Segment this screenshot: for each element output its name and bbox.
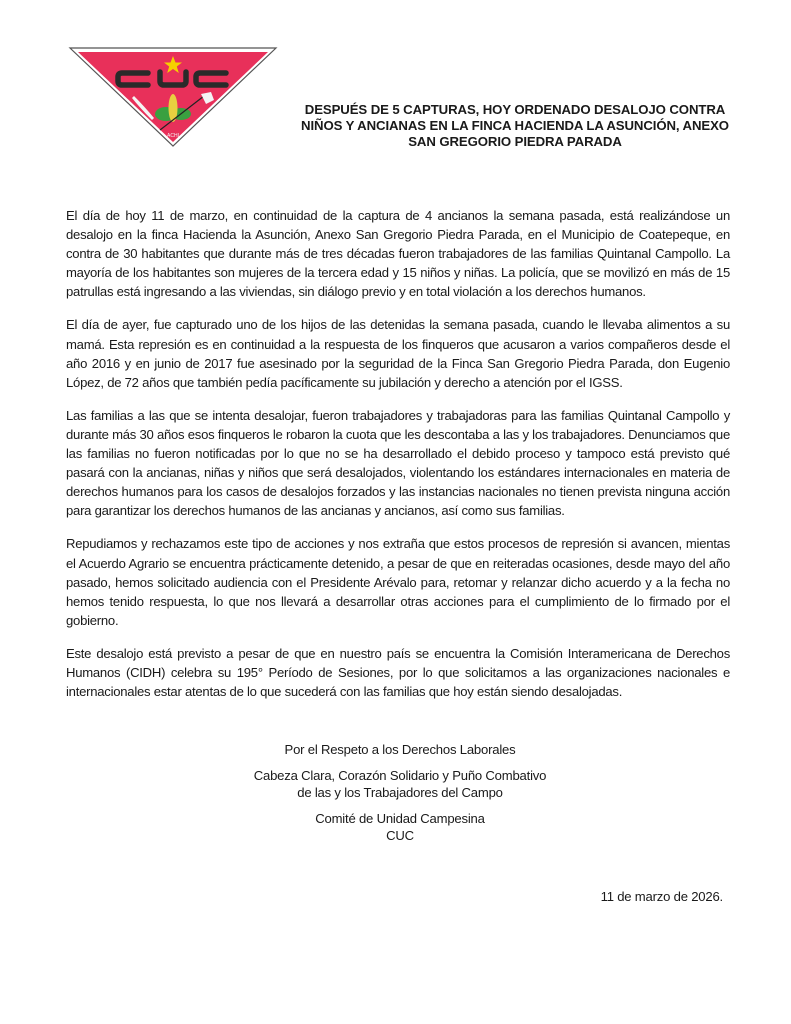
- paragraph: El día de ayer, fue capturado uno de los hijos de las detenidas la semana pasada, cuando le llevaba alimentos a su mamá. Esta represión es en continuidad a la respuesta de los finqueros que acusaron a varios compañeros desde el año 2016 y en junio de 2017 fue asesinado por la seguridad de la Finca San Gregorio Piedra Parada, don Eugenio López, de 72 años que también pedía pacíficamente su jubilación y derecho a atención por el IGSS.: [66, 317, 730, 390]
- organization-acronym: CUC: [386, 828, 414, 843]
- title-line: DESPUÉS DE 5 CAPTURAS, HOY ORDENADO DESALOJO CONTRA: [304, 102, 726, 117]
- motto-line: Cabeza Clara, Corazón Solidario y Puño Combativo: [253, 768, 547, 783]
- paragraph: El día de hoy 11 de marzo, en continuidad de la captura de 4 ancianos la semana pasada, está realizándose un desalojo en la finca Hacienda la Asunción, Anexo San Gregorio Piedra Parada, en el Municipio de Coatepeque, en contra de 30 habitantes que durante más de tres décadas fueron trabajadores de las familias Quintanal Campollo. La mayoría de los habitantes son mujeres de la tercera edad y 15 niños y niñas. La policía, que se movilizó en más de 15 patrullas está ingresando a las viviendas, sin diálogo previo y en total violación a los derechos humanos.: [66, 208, 730, 300]
- title-line: NIÑOS Y ANCIANAS EN LA FINCA HACIENDA LA ASUNCIÓN, ANEXO: [301, 118, 729, 133]
- closing-slogan: Por el Respeto a los Derechos Laborales: [284, 742, 516, 757]
- logo-subtext: ACHI: [167, 133, 179, 139]
- title-line: SAN GREGORIO PIEDRA PARADA: [408, 134, 622, 149]
- paragraph: Este desalojo está previsto a pesar de que en nuestro país se encuentra la Comisión Interamericana de Derechos Humanos (CIDH) celebra su 195° Período de Sesiones, por lo que solicitamos a las organizaciones nacionales e internacionales estar atentas de lo que sucederá con las familias que hoy están siendo desalojadas.: [66, 645, 730, 700]
- document-body: [66, 206, 730, 715]
- document-date: 11 de marzo de 2026.: [600, 889, 723, 904]
- organization-name: Comité de Unidad Campesina: [315, 811, 485, 826]
- paragraph: Las familias a las que se intenta desalojar, fueron trabajadores y trabajadoras para las familias Quintanal Campollo y durante más 30 años esos finqueros le robaron la cuota que les descontaba a las y los trabajadores. Denunciamos que las familias no fueron notificadas por lo que no se ha desarrollado el debido proceso y tampoco está previsto qué pasará con la ancianas, niñas y niños que será desalojados, violentando los estándares internacionales en materia de derechos humanos para los casos de desalojos forzados y las instancias nacionales no tienen prevista ninguna acción para garantizar los derechos humanos de las ancianas y ancianos, así como sus familias.: [66, 407, 730, 519]
- paragraph: Repudiamos y rechazamos este tipo de acciones y nos extraña que estos procesos de represión si avancen, mientas el Acuerdo Agrario se encuentra prácticamente detenido, a pesar de que en reiteradas ocasiones, desde mayo del año pasado, hemos solicitado audiencia con el Presidente Arévalo para, retomar y relanzar dicho acuerdo y a la fecha no hemos tenido respuesta, lo que nos llevará a desarrollar otras acciones para el cumplimiento de lo firmado por el gobierno.: [66, 536, 730, 628]
- cuc-logo: [68, 44, 278, 148]
- closing-block: [230, 741, 570, 844]
- motto-line: de las y los Trabajadores del Campo: [297, 785, 503, 800]
- document-title: [292, 102, 738, 150]
